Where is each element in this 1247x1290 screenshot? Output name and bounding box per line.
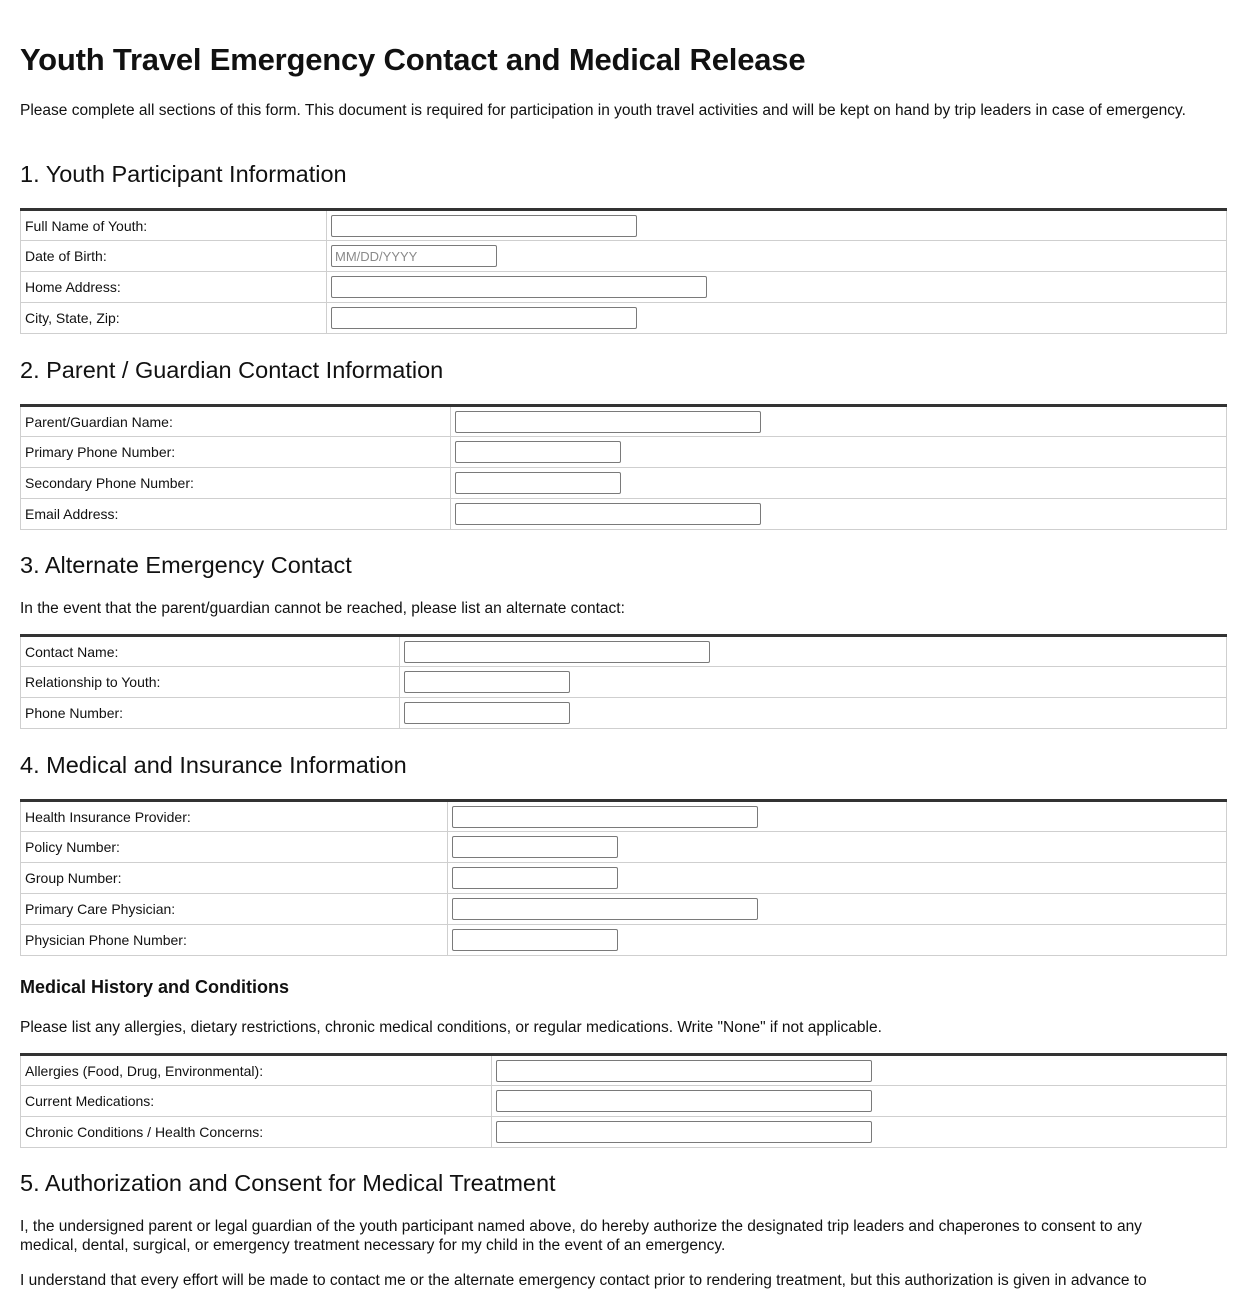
field-label: Parent/Guardian Name:: [21, 406, 451, 437]
field-label: Primary Care Physician:: [21, 894, 448, 925]
field-label: Allergies (Food, Drug, Environmental):: [21, 1055, 492, 1086]
medical-history-note: Please list any allergies, dietary restrictions, chronic medical conditions, or regular medications. Write "None" if not applicable.: [20, 1019, 882, 1036]
table-row: [21, 499, 1227, 530]
field-label: Relationship to Youth:: [21, 667, 400, 698]
page-title: Youth Travel Emergency Contact and Medical Release: [20, 42, 806, 77]
field-label: Full Name of Youth:: [21, 210, 327, 241]
table-row: [21, 667, 1227, 698]
field-label: Email Address:: [21, 499, 451, 530]
table-row: [21, 832, 1227, 863]
table-row: [21, 1086, 1227, 1117]
consent-paragraph-2: I understand that every effort will be made to contact me or the alternate emergency contact prior to rendering treatment, but this authorization is given in advance to: [20, 1272, 1147, 1289]
table-row: [21, 241, 1227, 272]
table-row: [21, 406, 1227, 437]
field-label: Home Address:: [21, 272, 327, 303]
section-1-heading: 1. Youth Participant Information: [20, 161, 347, 187]
field-label: Group Number:: [21, 863, 448, 894]
field-label: Secondary Phone Number:: [21, 468, 451, 499]
field-label: Policy Number:: [21, 832, 448, 863]
field-label: Physician Phone Number:: [21, 925, 448, 956]
intro-text: Please complete all sections of this form. This document is required for participation in youth travel activities and will be kept on hand by trip leaders in case of emergency.: [20, 102, 1186, 119]
field-label: Contact Name:: [21, 636, 400, 667]
policy-number-input[interactable]: [452, 836, 618, 858]
section-3-heading: 3. Alternate Emergency Contact: [20, 552, 352, 578]
email-address-input[interactable]: [455, 503, 761, 525]
guardian-info-table: [20, 404, 1227, 530]
field-label: Primary Phone Number:: [21, 437, 451, 468]
field-label: Date of Birth:: [21, 241, 327, 272]
table-row: [21, 698, 1227, 729]
relationship-input[interactable]: [404, 671, 570, 693]
table-row: [21, 303, 1227, 334]
section-4-heading: 4. Medical and Insurance Information: [20, 752, 407, 778]
table-row: [21, 863, 1227, 894]
physician-phone-input[interactable]: [452, 929, 618, 951]
section-2-heading: 2. Parent / Guardian Contact Information: [20, 357, 444, 383]
table-row: [21, 437, 1227, 468]
alternate-contact-table: [20, 634, 1227, 729]
medical-insurance-table: [20, 799, 1227, 956]
medical-history-heading: Medical History and Conditions: [20, 977, 290, 997]
physician-name-input[interactable]: [452, 898, 758, 920]
medical-history-table: [20, 1053, 1227, 1148]
group-number-input[interactable]: [452, 867, 618, 889]
field-label: Current Medications:: [21, 1086, 492, 1117]
table-row: [21, 636, 1227, 667]
contact-phone-input[interactable]: [404, 702, 570, 724]
contact-name-input[interactable]: [404, 641, 710, 663]
table-row: [21, 925, 1227, 956]
insurance-provider-input[interactable]: [452, 806, 758, 828]
section-5-heading: 5. Authorization and Consent for Medical Treatment: [20, 1170, 556, 1196]
date-of-birth-input[interactable]: [331, 245, 497, 267]
chronic-conditions-input[interactable]: [496, 1121, 872, 1143]
city-state-zip-input[interactable]: [331, 307, 637, 329]
table-row: [21, 1055, 1227, 1086]
home-address-input[interactable]: [331, 276, 707, 298]
youth-full-name-input[interactable]: [331, 215, 637, 237]
allergies-input[interactable]: [496, 1060, 872, 1082]
secondary-phone-input[interactable]: [455, 472, 621, 494]
current-medications-input[interactable]: [496, 1090, 872, 1112]
table-row: [21, 468, 1227, 499]
field-label: Health Insurance Provider:: [21, 801, 448, 832]
field-label: Phone Number:: [21, 698, 400, 729]
table-row: [21, 801, 1227, 832]
table-row: [21, 210, 1227, 241]
field-label: City, State, Zip:: [21, 303, 327, 334]
alternate-contact-note: In the event that the parent/guardian cannot be reached, please list an alternate contact:: [20, 600, 625, 617]
table-row: [21, 894, 1227, 925]
field-label: Chronic Conditions / Health Concerns:: [21, 1117, 492, 1148]
table-row: [21, 272, 1227, 303]
consent-paragraph-1: I, the undersigned parent or legal guardian of the youth participant named above, do hereby authorize the designated trip leaders and chaperones to consent to any medical, dental, surgical, or emergency treatment necessary for my child in the event of an emergency.: [20, 1218, 1142, 1254]
youth-info-table: [20, 208, 1227, 334]
table-row: [21, 1117, 1227, 1148]
guardian-name-input[interactable]: [455, 411, 761, 433]
primary-phone-input[interactable]: [455, 441, 621, 463]
